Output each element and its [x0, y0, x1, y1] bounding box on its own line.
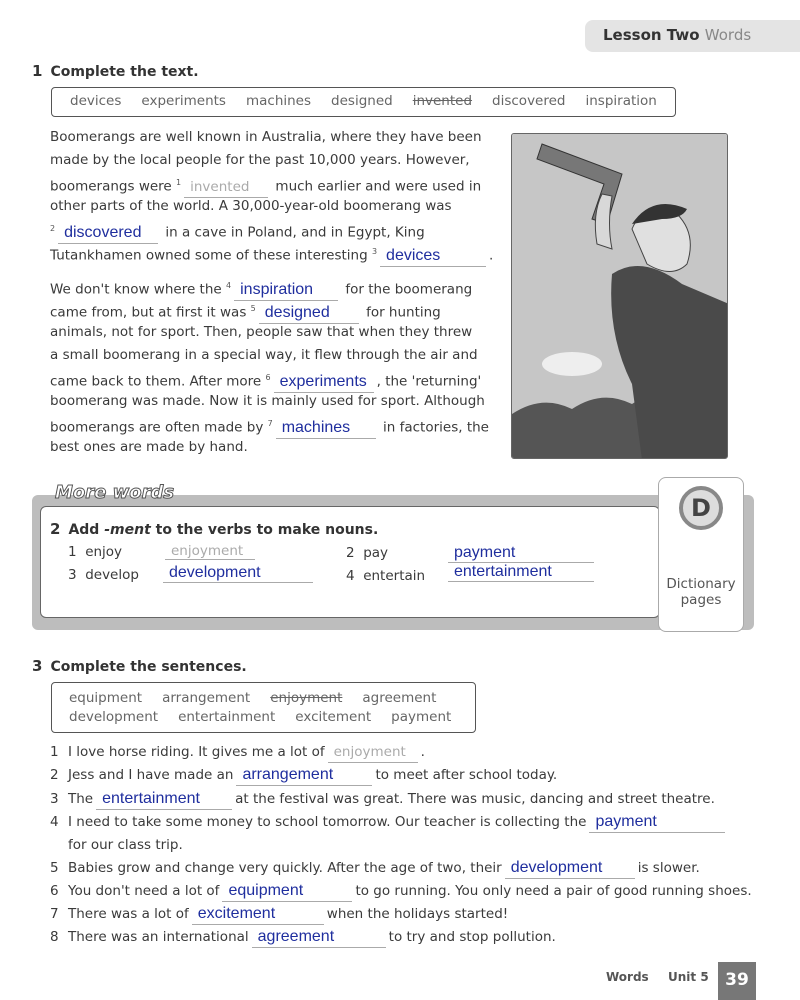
footer-section: Words — [606, 970, 649, 984]
answer-blank[interactable]: devices — [380, 246, 486, 267]
answer-blank[interactable]: entertainment — [448, 563, 594, 582]
text: came back to them. After more — [50, 373, 262, 390]
sentence — [50, 742, 425, 763]
passage-line — [50, 242, 493, 267]
exercise-title: Complete the sentences. — [50, 659, 247, 675]
word: inspiration — [585, 93, 657, 109]
answer-blank[interactable]: inspiration — [234, 280, 338, 301]
sentence — [50, 927, 556, 948]
item-number: 1 — [50, 744, 59, 760]
sentence — [50, 789, 715, 810]
passage-line — [50, 299, 441, 324]
text: Tutankhamen owned some of these interesting — [50, 247, 368, 264]
passage-line — [50, 219, 425, 244]
text: We don't know where the — [50, 281, 222, 298]
text: came from, but at first it was — [50, 304, 247, 321]
word: payment — [391, 709, 452, 725]
item-1 — [68, 544, 122, 560]
dictionary-label: Dictionary — [666, 576, 736, 592]
word: arrangement — [162, 690, 251, 706]
word: excitement — [295, 709, 372, 725]
passage-line: animals, not for sport. Then, people saw that when they threw — [50, 324, 473, 340]
answer-blank[interactable]: enjoyment — [165, 543, 255, 560]
answer-blank[interactable]: arrangement — [236, 765, 372, 786]
dictionary-pages-card[interactable] — [658, 477, 744, 632]
item-number: 8 — [50, 929, 59, 945]
verb: enjoy — [85, 544, 123, 560]
text: -ment — [104, 522, 151, 538]
passage-line: Boomerangs are well known in Australia, where they have been — [50, 129, 482, 145]
item-number: 2 — [50, 767, 59, 783]
blank-number: 6 — [265, 373, 271, 382]
answer-blank[interactable]: development — [505, 858, 635, 879]
word-bank-3 — [51, 682, 476, 733]
boomerang-illustration — [511, 133, 728, 459]
lesson-header — [585, 20, 800, 52]
item-number: 5 — [50, 860, 59, 876]
exercise-number: 2 — [50, 520, 61, 538]
blank-number: 3 — [371, 247, 378, 256]
item-number: 4 — [50, 814, 59, 830]
item-number: 3 — [68, 567, 77, 583]
answer-blank[interactable]: discovered — [58, 223, 158, 244]
text: Babies grow and change very quickly. After the age of two, their — [68, 860, 502, 876]
text: There was a lot of — [68, 906, 189, 922]
sentence — [50, 765, 557, 786]
passage-line — [50, 173, 481, 198]
text: for hunting — [366, 304, 441, 321]
text: is slower. — [637, 860, 700, 876]
item-number: 2 — [346, 545, 355, 561]
text: to go running. You only need a pair of good running shoes. — [355, 883, 752, 899]
text: I need to take some money to school tomorrow. Our teacher is collecting the — [68, 814, 587, 830]
word-crossed-out: enjoyment — [270, 690, 343, 706]
word: designed — [331, 93, 393, 109]
text: I love horse riding. It gives me a lot of — [68, 744, 325, 760]
word-crossed-out: invented — [412, 93, 473, 109]
item-number: 4 — [346, 568, 355, 584]
text: in a cave in Poland, and in Egypt, King — [165, 224, 425, 241]
lesson-section: Words — [704, 26, 752, 44]
lesson-title: Lesson Two — [603, 26, 700, 44]
item-4 — [346, 568, 425, 584]
text: There was an international — [68, 929, 249, 945]
sentence-continuation: for our class trip. — [68, 837, 183, 853]
item-number: 3 — [50, 791, 59, 807]
text: Add — [68, 522, 105, 538]
text: for the boomerang — [345, 281, 473, 298]
page-number: 39 — [718, 962, 756, 1000]
exercise-number: 1 — [32, 62, 43, 80]
item-number: 1 — [68, 544, 77, 560]
answer-blank[interactable]: equipment — [222, 881, 352, 902]
word: entertainment — [178, 709, 276, 725]
exercise-2-heading — [50, 520, 378, 538]
sentence — [50, 858, 700, 879]
blank-number: 7 — [267, 419, 273, 428]
text: to meet after school today. — [375, 767, 558, 783]
item-number: 7 — [50, 906, 59, 922]
text: . — [489, 247, 494, 264]
dictionary-label: pages — [680, 592, 722, 608]
passage-line: a small boomerang in a special way, it flew through the air and — [50, 347, 478, 363]
passage-line: made by the local people for the past 10,000 years. However, — [50, 152, 470, 168]
answer-blank[interactable]: designed — [259, 303, 359, 324]
text: when the holidays started! — [326, 906, 509, 922]
exercise-title: Complete the text. — [50, 64, 199, 80]
text: at the festival was great. There was music, dancing and street theatre. — [235, 791, 715, 807]
text: to try and stop pollution. — [388, 929, 556, 945]
answer-blank[interactable]: payment — [589, 812, 725, 833]
exercise-number: 3 — [32, 657, 43, 675]
blank-number: 4 — [226, 281, 232, 290]
blank-number: 5 — [250, 304, 256, 313]
word: experiments — [141, 93, 226, 109]
text: much earlier and were used in — [275, 178, 482, 195]
word: devices — [70, 93, 122, 109]
passage-line: best ones are made by hand. — [50, 439, 248, 455]
answer-blank[interactable]: excitement — [192, 904, 324, 925]
text: boomerangs are often made by — [50, 419, 264, 436]
text: in factories, the — [383, 419, 489, 436]
answer-blank[interactable]: agreement — [252, 927, 386, 948]
word: discovered — [492, 93, 566, 109]
answer-blank[interactable]: payment — [448, 544, 594, 563]
answer-blank[interactable]: machines — [276, 418, 376, 439]
word: machines — [245, 93, 312, 109]
exercise-1-heading — [32, 62, 199, 80]
text: You don't need a lot of — [68, 883, 220, 899]
passage-line — [50, 368, 481, 393]
item-3 — [68, 567, 139, 583]
passage-line: boomerang was made. Now it is mainly used for sport. Although — [50, 393, 485, 409]
answer-blank[interactable]: invented — [184, 177, 268, 198]
sentence — [50, 904, 508, 925]
text: , the 'returning' — [376, 373, 482, 390]
answer-blank[interactable]: enjoyment — [328, 742, 418, 763]
word-bank-1 — [51, 87, 676, 117]
text: The — [68, 791, 94, 807]
text: to the verbs to make nouns. — [150, 522, 379, 538]
blank-number: 2 — [50, 224, 56, 233]
passage-line — [50, 276, 472, 301]
answer-blank[interactable]: development — [163, 564, 313, 583]
blank-number: 1 — [176, 178, 182, 187]
word: agreement — [362, 690, 437, 706]
sentence — [50, 881, 752, 902]
answer-blank[interactable]: entertainment — [96, 789, 232, 810]
passage-line: other parts of the world. A 30,000-year-old boomerang was — [50, 198, 452, 214]
footer-unit: Unit 5 — [668, 970, 709, 984]
passage-line — [50, 414, 489, 439]
magnifier-icon: D — [679, 486, 723, 530]
word: development — [69, 709, 159, 725]
text: . — [420, 744, 425, 760]
exercise-3-heading — [32, 657, 247, 675]
more-words-title: More words — [55, 482, 175, 503]
answer-blank[interactable]: experiments — [274, 372, 374, 393]
verb: pay — [363, 545, 389, 561]
text: Jess and I have made an — [68, 767, 234, 783]
word: equipment — [69, 690, 143, 706]
item-number: 6 — [50, 883, 59, 899]
verb: develop — [85, 567, 139, 583]
item-2 — [346, 545, 388, 561]
text: boomerangs were — [50, 178, 172, 195]
verb: entertain — [363, 568, 426, 584]
sentence — [50, 812, 728, 833]
